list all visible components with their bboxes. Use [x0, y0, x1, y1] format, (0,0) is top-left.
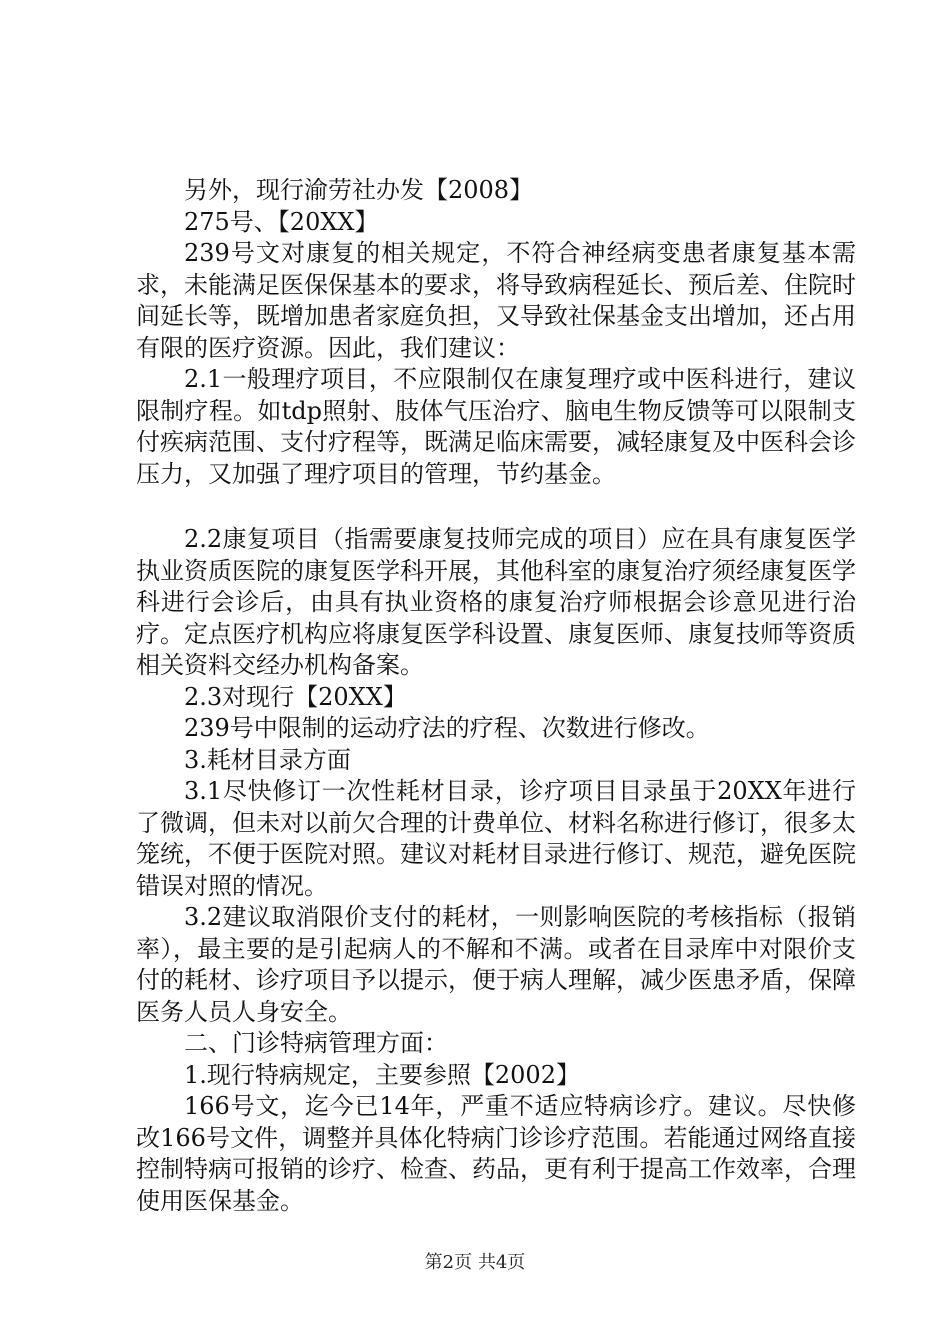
document-body — [136, 175, 856, 1217]
page-number-footer: 第2页 共4页 — [424, 1252, 526, 1273]
paragraph: 3.1尽快修订一次性耗材目录，诊疗项目目录虽于20XX年进行了微调，但未对以前欠合理的计费单位、材料名称进行修订，很多太笼统，不便于医院对照。建议对耗材目录进行修订、规范，避免医院错误对照的情况。 — [136, 777, 856, 900]
paragraph: 275号、【20XX】 — [184, 207, 379, 236]
paragraph: 2.1一般理疗项目，不应限制仅在康复理疗或中医科进行，建议限制疗程。如tdp照射、肢体气压治疗、脑电生物反馈等可以限制支付疾病范围、支付疗程等，既满足临床需要，减轻康复及中医科会诊压力，又加强了理疗项目的管理，节约基金。 — [136, 365, 856, 488]
paragraph: 239号中限制的运动疗法的疗程、次数进行修改。 — [184, 714, 710, 742]
paragraph: 166号文，迄今已14年，严重不适应特病诊疗。建议。尽快修改166号文件，调整并具体化特病门诊诊疗范围。若能通过网络直接控制特病可报销的诊疗、检查、药品，更有利于提高工作效率，合理使用医保基金。 — [136, 1092, 856, 1215]
paragraph: 239号文对康复的相关规定，不符合神经病变患者康复基本需求，未能满足医保保基本的要求，将导致病程延长、预后差、住院时间延长等，既增加患者家庭负担，又导致社保基金支出增加，还占用有限的医疗资源。因此，我们建议： — [136, 239, 856, 362]
paragraph: 3.耗材目录方面 — [184, 745, 351, 774]
paragraph: 另外，现行渝劳社办发【2008】 — [184, 176, 534, 204]
paragraph: 二、门诊特病管理方面： — [184, 1029, 448, 1057]
paragraph: 2.2康复项目（指需要康复技师完成的项目）应在具有康复医学执业资质医院的康复医学科开展，其他科室的康复治疗须经康复医学科进行会诊后，由具有执业资格的康复治疗师根据会诊意见进行治疗。定点医疗机构应将康复医学科设置、康复医师、康复技师等资质相关资料交经办机构备案。 — [136, 525, 856, 679]
paragraph: 1.现行特病规定，主要参照【2002】 — [184, 1060, 580, 1089]
paragraph: 3.2建议取消限价支付的耗材，一则影响医院的考核指标（报销率），最主要的是引起病人的不解和不满。或者在目录库中对限价支付的耗材、诊疗项目予以提示，便于病人理解，减少医患矛盾，保障医务人员人身安全。 — [136, 903, 856, 1026]
paragraph-gap — [136, 490, 856, 524]
paragraph: 2.3对现行【20XX】 — [184, 682, 407, 711]
